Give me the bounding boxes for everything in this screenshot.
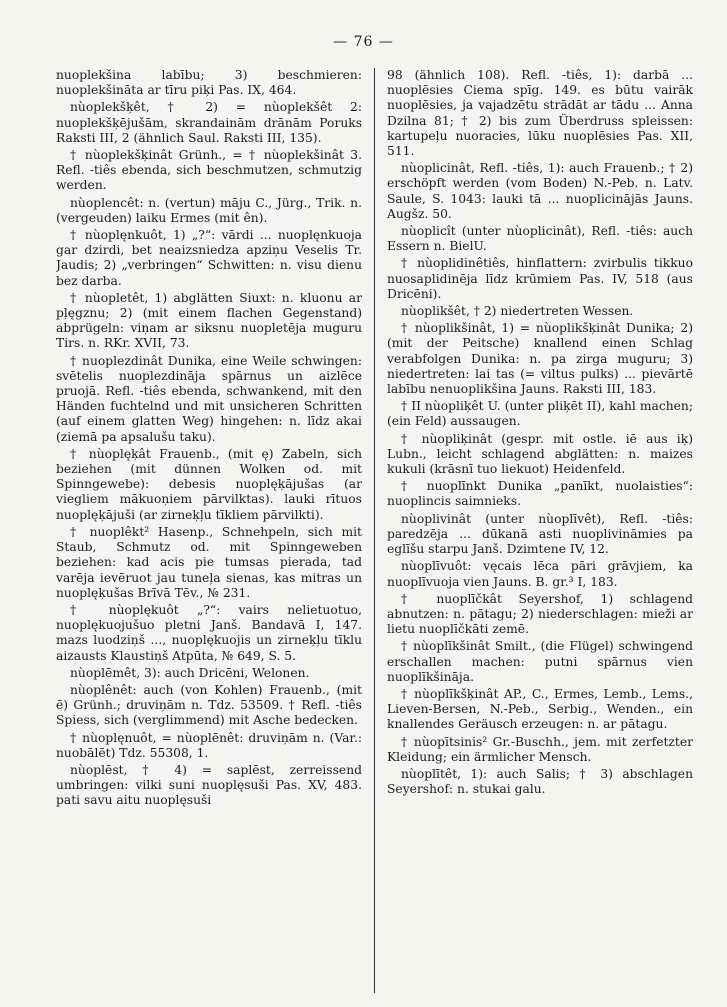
dictionary-entry: nùoplēst, † 4) = saplēst, zerreissend umbringen: vilki suni nuoplęsuši Pas. XV, 483. pati savu aitu nuoplęsuši [56, 762, 362, 808]
dictionary-entry: nùoplīvuôt: vęcais lēca pāri grāvjiem, ka nuoplīvuoja vien Jauns. B. gr.³ I, 183. [387, 559, 693, 589]
dictionary-entry: † nùoplęnuôt, = nùoplēnêt: druviņām n. (Var.: nuobālēt) Tdz. 55308, 1. [56, 730, 362, 760]
dictionary-entry: † nùoplīkšķinât AP., C., Ermes, Lemb., Lems., Lieven-Bersen, N.-Peb., Serbig., Wenden., ein knallendes Geräusch erzeugen: n. ar pātagu. [387, 686, 693, 732]
dictionary-entry: nùoplikšêt, † 2) niedertreten Wessen. [401, 304, 634, 319]
dictionary-entry: nùoplicinât, Refl. -tiês, 1): auch Frauenb.; † 2) erschöpft werden (vom Boden) N.-Peb. n. Latv. Saule, S. 1043: lauki tā ... nuoplicinājās Jauns. Augšz. 50. [387, 161, 693, 221]
dictionary-entry: † II nùopliķêt U. (unter pliķēt II), kahl machen; (ein Feld) aussaugen. [387, 399, 693, 429]
dictionary-entry: † nùoplīkšinât Smilt., (die Flügel) schwingend erschallen machen: putni spārnus vien nuoplīkšināja. [387, 639, 693, 684]
dictionary-entry: † nùopliķinât (gespr. mit ostle. iē aus iķ) Lubn., leicht schlagend abglätten: n. maizes kukuli (krāsnī tuo liekuot) Heidenfeld. [387, 431, 693, 477]
page-number: — 76 — [333, 34, 394, 50]
dictionary-entry: nùoplivinât (unter nùoplīvêt), Refl. -tiês: paredzēja ... dūkanā asti nuoplivināmies pa eglīšu starpu Janš. Dzimtene IV, 12. [387, 511, 693, 557]
dictionary-entry: nùoplekšķêt, † 2) = nùoplekšêt 2: nuoplekšķējušām, skrandainām drānām Poruks Raksti III, 2 (ähnlich Saul. Raksti III, 135). [56, 100, 362, 145]
dictionary-entry: † nùopītsinis² Gr.-Buschh., jem. mit zerfetzter Kleidung; ein ärmlicher Mensch. [387, 734, 693, 764]
dictionary-entry: † nùoplidinêtiês, hinflattern: zvirbulis tikkuo nuosaplidinēja līdz krūmiem Pas. IV, 518 (aus Dricēni). [387, 256, 693, 301]
dictionary-entry: nùoplēmêt, 3): auch Dricēni, Welonen. [70, 665, 310, 680]
dictionary-entry: nuoplekšina labību; 3) beschmieren: nuoplekšināta ar tīru piķi Pas. IX, 464. [56, 68, 362, 98]
dictionary-entry: † nuoplezdinât Dunika, eine Weile schwingen: svētelis nuoplezdināja spārnus un aizlēce pruojā. Refl. -tiês ebenda, schwankend, mit den Händen fuchtelnd und mit unsicheren Schritten (auf einem glatten Weg) hingehen: n. līdz akai (ziemā pa apsalušu taku). [56, 353, 362, 444]
right-column [375, 68, 693, 993]
dictionary-entry: nùoplītêt, 1): auch Salis; † 3) abschlagen Seyershof: n. stukai galu. [387, 766, 693, 797]
dictionary-entry: † nùoplikšinât, 1) = nùoplikšķinât Dunika; 2) (mit der Peitsche) knallend einen Schlag verabfolgen Dunika: n. pa zirga muguru; 3) niedertreten: lai tas (= viltus pulks) ... pievārtē labību nenuoplikšina Jauns. Raksti III, 183. [387, 321, 693, 397]
dictionary-entry: † nùopletêt, 1) abglätten Siuxt: n. kluonu ar pļęgznu; 2) (mit einem flachen Gegenstand) abprügeln: viņam ar siksnu nuopletēja muguru Tirs. n. RKr. XVII, 73. [56, 290, 362, 351]
dictionary-entry: † nùoplęnkuôt, 1) „?“: vārdi ... nuoplęnkuoja gar dzirdi, bet neaizsniedza apziņu Veselis Tr. Jaudis; 2) „verbringen“ Schwitten: n. visu dienu bez darba. [56, 228, 362, 288]
left-column [56, 68, 374, 993]
dictionary-entry: † nùoplękuôt „?“: vairs nelietuotuo, nuoplękuojušuo pletni Janš. Bandavā I, 147. mazs luodziņš ..., nuoplękuojis un zirneķļu tīklu aizausts Klaustiņš Atpūta, № 649, S. 5. [56, 602, 362, 663]
dictionary-entry: † nuoplīčkât Seyershof, 1) schlagend abnutzen: n. pātagu; 2) niederschlagen: mieži ar lietu nuoplīčkāti zemē. [387, 591, 693, 637]
dictionary-entry: † nùoplęķât Frauenb., (mit ę) Zabeln, sich beziehen (mit dünnen Wolken od. mit Spinngewebe): debesis nuoplęķājušas (ar viegliem mākuoņiem pārvilktas). lauki rītuos nuoplęķājuši (ar zirneķļu tīkliem pārvilkti). [56, 446, 362, 522]
dictionary-entry: nùoplicît (unter nùoplicinât), Refl. -tiês: auch Essern n. BielU. [387, 224, 693, 254]
dictionary-entry: † nuoplêkt² Hasenp., Schnehpeln, sich mit Staub, Schmutz od. mit Spinngeweben beziehen: kad acis pie tumsas pierada, tad varēja ievēruot jau tuneļa sienas, kas mitras un nuoplęķušas Brīvā Tēv., № 231. [56, 524, 362, 600]
dictionary-entry: nùoplencêt: n. (vertun) māju C., Jürg., Trik. n. (vergeuden) laiku Ermes (mit ên). [56, 195, 362, 225]
dictionary-entry: 98 (ähnlich 108). Refl. -tiês, 1): darbā ... nuoplēsies Ciema spīg. 149. es būtu vairāk nuoplēsies, ja vajadzētu strādāt ar tādu ... Anna Dzilna 81; † 2) bis zum Überdruss spleissen: kartupeļu nuoracies, lūku nuoplēsies Pas. XII, 511. [387, 68, 693, 159]
text-columns [56, 68, 701, 993]
dictionary-entry: nùoplênêt: auch (von Kohlen) Frauenb., (mit ē) Grünh.; druviņām n. Tdz. 53509. † Refl. -tiês Spiess, sich (verglimmend) mit Asche bedecken. [56, 682, 362, 728]
dictionary-entry: † nuoplīnkt Dunika „panīkt, nuolaisties“: nuoplincis saimnieks. [387, 479, 693, 509]
dictionary-entry: † nùoplekšķinât Grünh., = † nùoplekšinât 3. Refl. -tiês ebenda, sich beschmutzen, schmutzig werden. [56, 148, 362, 193]
